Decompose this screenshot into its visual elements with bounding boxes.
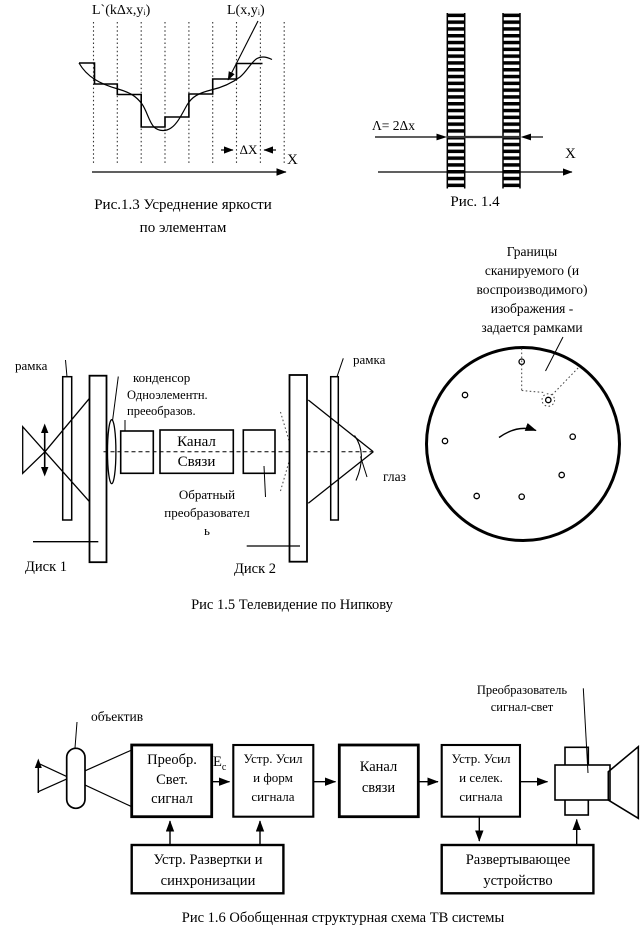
amplifier-line2: и форм [253,770,293,785]
channel-box-line2: Связи [177,454,216,470]
light-converter-label [132,751,212,810]
frame-right-label: рамка [353,352,386,367]
frame-right-pointer [337,358,343,376]
display-device [555,747,638,819]
step-curve [79,63,263,127]
light-converter-line3: сигнал [151,791,193,807]
frame-right [331,377,339,520]
channel-line1: Канал [359,759,398,775]
eye-cone-lower [308,452,373,504]
display-converter-label [444,682,600,715]
fig13-caption [58,194,308,240]
scanner-line2: устройство [483,873,553,889]
display-label-line1: Преобразователь [476,683,568,697]
nipkow-disk-circle [427,348,620,541]
selector-label [442,749,520,806]
lens-label: объектив [91,709,144,724]
reverse-label-line3: ь [204,523,210,538]
sync-line2: синхронизации [160,873,256,889]
disk-note [447,242,617,337]
period-label: Λ= 2Δx [372,118,415,133]
frame-left-pointer [66,360,68,377]
condenser-label: конденсор [133,370,191,385]
channel-line2: связи [361,780,396,796]
frame-left [63,377,72,520]
single-element-converter-label [127,388,208,419]
channel-label [339,757,418,799]
condenser-pointer [113,377,119,422]
reverse-converter-label [147,486,267,540]
converter-label-line2: прееобразов. [127,403,196,418]
curve-label-sampled: L`(kΔx,yᵢ) [92,3,151,18]
disk-note-line2: сканируемого (и [484,263,580,278]
fig13-caption-line2: по элементам [139,220,227,236]
eye-arc [355,436,362,481]
rotation-arrow [499,428,536,437]
label-pointer-arrow [228,21,258,80]
signal-voltage-label [213,754,226,773]
nipkow-disk-holes [442,359,575,499]
sync-line1: Устр. Развертки и [153,852,263,868]
channel-box-line1: Канал [177,434,216,450]
interval-label: ΔX [239,142,258,157]
signal-letter: Е [213,754,222,770]
scene-arrow [35,759,42,794]
eye-cone-upper [308,400,373,452]
fig15-caption: Рис 1.5 Телевидение по Нипкову [191,597,393,613]
light-converter-line1: Преобр. [147,752,197,768]
fig16-caption: Рис 1.6 Обобщенная структурная схема ТВ системы [181,910,505,926]
disk-note-line3: воспроизводимого) [476,282,588,297]
eye-label: глаз [383,469,406,484]
fig14-axis-label: X [565,146,576,162]
disk-note-line1: Границы [506,244,558,259]
amplifier-line1: Устр. Усил [243,751,303,766]
disk1-label: Диск 1 [25,559,68,575]
amplifier-label [233,749,313,806]
disk-note-line4: изображения - [490,301,574,316]
curve-label-original: L(x,yᵢ) [227,3,265,18]
selector-line3: сигнала [459,789,503,804]
fig13-axis-label: X [287,152,298,168]
signal-subscript: с [221,761,227,773]
fig14-caption: Рис. 1.4 [450,194,500,210]
reverse-label-line1: Обратный [178,487,236,502]
striped-bar-left [447,13,465,189]
reverse-label-line2: преобразовател [164,505,250,520]
smooth-brightness-curve [79,57,272,130]
amplifier-line3: сигнала [251,789,295,804]
striped-bar-right [503,13,521,189]
scan-motion-arrow [41,424,48,477]
scanner-label [442,850,594,892]
scanner-line1: Развертывающее [465,852,571,868]
fig13-caption-line1: Рис.1.3 Усреднение яркости [94,197,272,213]
disk1 [90,376,107,563]
disk-note-line5: задается рамками [481,320,583,335]
converter-label-line1: Одноэлементн. [127,388,208,402]
display-label-line2: сигнал-свет [490,699,554,714]
channel-box-label [160,432,233,472]
sync-label [132,850,284,892]
lens-pointer [75,722,77,748]
selector-line1: Устр. Усил [451,751,511,766]
disk2 [290,375,308,562]
source-triangle [23,427,45,474]
light-converter-line2: Свет. [156,771,188,788]
disk2-label: Диск 2 [234,561,277,577]
frame-left-label: рамка [15,358,48,373]
objective-lens [67,748,85,808]
selector-line2: и селек. [459,770,503,785]
